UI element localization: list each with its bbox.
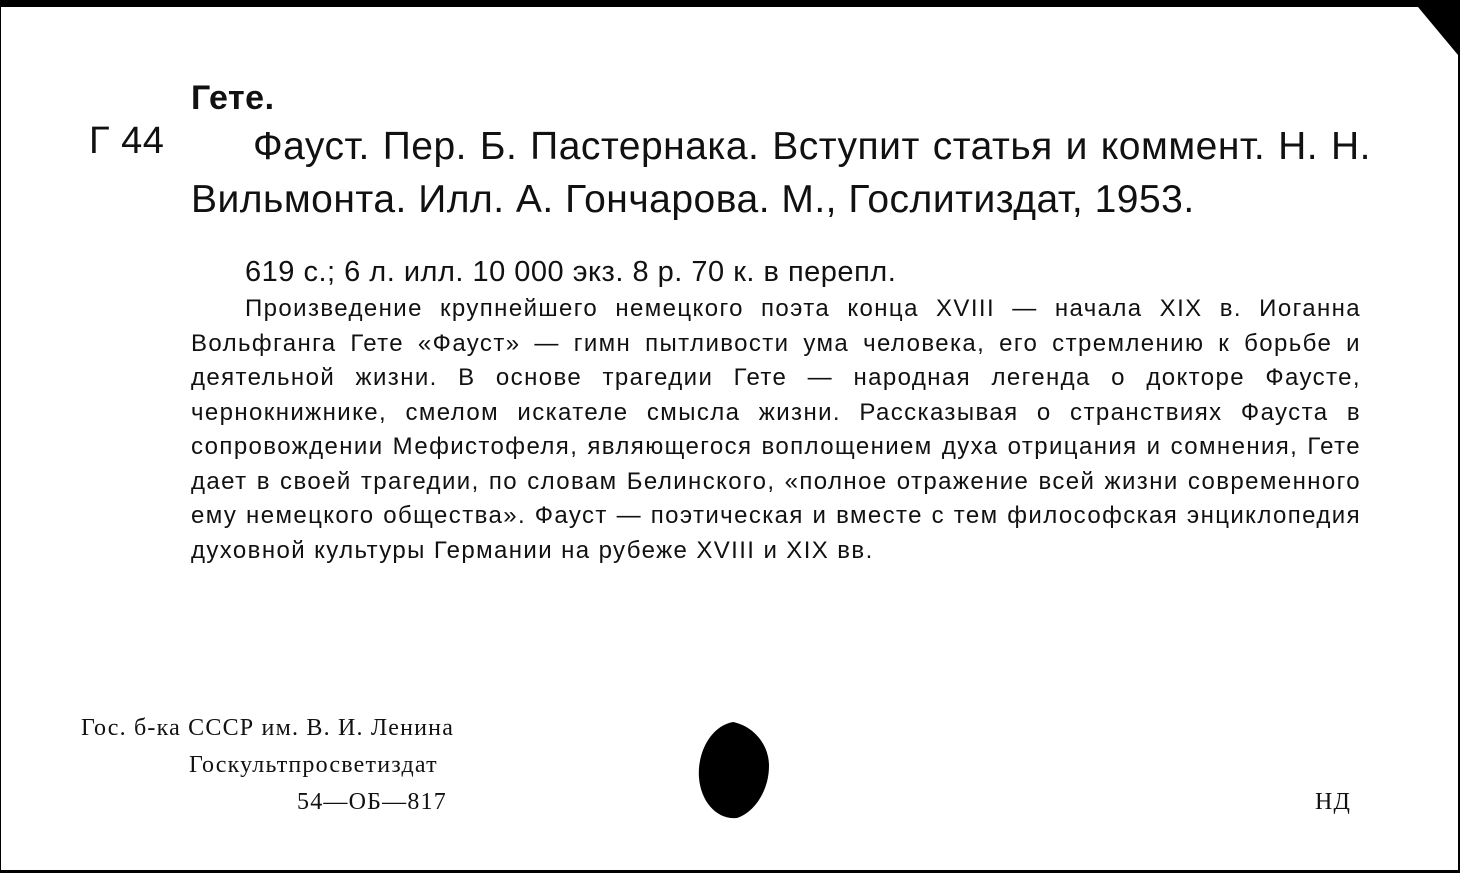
footer-code: НД bbox=[1315, 789, 1352, 815]
footer-publisher: Госкультпросветиздат bbox=[189, 752, 438, 778]
footer-library: Гос. б-ка СССР им. В. И. Ленина bbox=[81, 715, 455, 741]
collation-line: 619 с.; 6 л. илл. 10 000 экз. 8 р. 70 к. в перепл. bbox=[245, 256, 897, 288]
footer-number: 54—ОБ—817 bbox=[297, 789, 447, 815]
title-statement: Фауст. Пер. Б. Пастернака. Вступит статья и коммент. Н. Н. Вильмонта. Илл. А. Гончарова. М., Гослитиздат, 1953. bbox=[191, 125, 1371, 221]
annotation-text: Произведение крупнейшего немецкого поэта конца XVIII — начала XIX в. Иоганна Вольфганга Гете «Фауст» — гимн пытливости ума человека, его стремлению к борьбе и деятельной жизни. В основе трагедии Гете — народная легенда о докторе Фаусте, чернокнижнике, смелом искателе смысла жизни. Рассказывая о странствиях Фауста в сопровождении Мефистофеля, являющегося воплощением духа отрицания и сомнения, Гете дает в своей трагедии, по словам Белинского, «полное отражение всей жизни современного ему немецкого общества». Фауст — поэтическая и вместе с тем философская энциклопедия духовной культуры Германии на рубеже XVIII и XIX вв. bbox=[191, 295, 1361, 564]
author-heading: Гете. bbox=[191, 79, 275, 117]
punch-hole bbox=[695, 720, 771, 820]
card-corner-cut bbox=[1418, 7, 1458, 55]
call-number: Г 44 bbox=[89, 120, 165, 162]
